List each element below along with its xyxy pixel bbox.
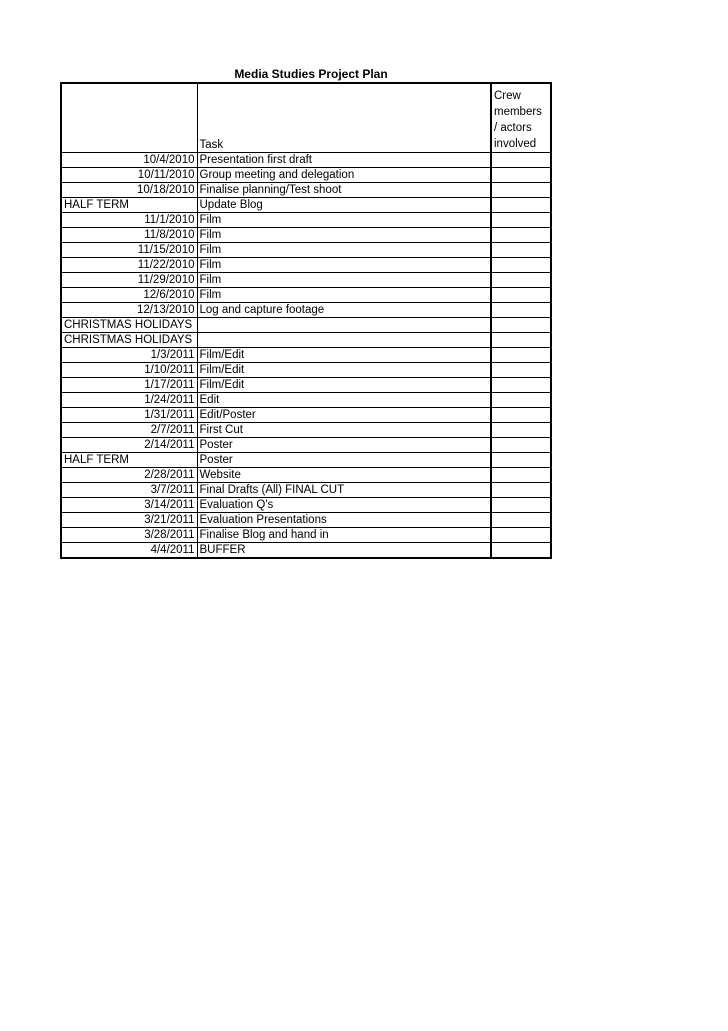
date-cell: 11/15/2010 <box>61 243 197 258</box>
date-cell: 11/22/2010 <box>61 258 197 273</box>
task-cell: Edit <box>197 393 491 408</box>
crew-cell <box>491 498 551 513</box>
date-cell: 11/29/2010 <box>61 273 197 288</box>
task-cell: Film <box>197 243 491 258</box>
date-cell: 1/17/2011 <box>61 378 197 393</box>
date-cell: 2/14/2011 <box>61 438 197 453</box>
table-row <box>61 243 551 258</box>
date-cell: 11/1/2010 <box>61 213 197 228</box>
task-cell: Website <box>197 468 491 483</box>
table-row <box>61 213 551 228</box>
header-date <box>61 83 197 153</box>
table-row <box>61 423 551 438</box>
crew-cell <box>491 333 551 348</box>
table-row <box>61 408 551 423</box>
table-row <box>61 258 551 273</box>
task-cell: Film <box>197 288 491 303</box>
header-row <box>61 83 551 153</box>
crew-cell <box>491 363 551 378</box>
task-cell: Final Drafts (All) FINAL CUT <box>197 483 491 498</box>
date-cell: HALF TERM <box>61 198 197 213</box>
crew-cell <box>491 303 551 318</box>
crew-cell <box>491 453 551 468</box>
date-cell: 12/6/2010 <box>61 288 197 303</box>
crew-cell <box>491 228 551 243</box>
date-cell: 1/10/2011 <box>61 363 197 378</box>
task-cell: Film/Edit <box>197 363 491 378</box>
header-task: Task <box>197 83 491 153</box>
task-cell: Poster <box>197 453 491 468</box>
crew-cell <box>491 393 551 408</box>
task-cell: Evaluation Q's <box>197 498 491 513</box>
task-cell: Film <box>197 258 491 273</box>
date-cell: CHRISTMAS HOLIDAYS <box>61 318 197 333</box>
table-row <box>61 468 551 483</box>
table-row <box>61 348 551 363</box>
crew-cell <box>491 318 551 333</box>
page-title: Media Studies Project Plan <box>234 67 388 81</box>
task-cell: BUFFER <box>199 544 246 556</box>
table-row <box>61 498 551 513</box>
task-cell: Evaluation Presentations <box>197 513 491 528</box>
crew-cell <box>491 438 551 453</box>
date-cell: 3/14/2011 <box>61 498 197 513</box>
table-row <box>61 198 551 213</box>
date-cell: 10/11/2010 <box>61 168 197 183</box>
crew-cell <box>491 288 551 303</box>
date-cell: 4/4/2011 <box>61 543 197 559</box>
table-row <box>61 228 551 243</box>
table-row <box>61 513 551 528</box>
task-cell: Film <box>197 213 491 228</box>
date-cell: CHRISTMAS HOLIDAYS <box>61 333 197 348</box>
date-cell: 3/7/2011 <box>61 483 197 498</box>
task-cell: Film/Edit <box>197 348 491 363</box>
table-body <box>61 83 551 558</box>
task-cell: Finalise planning/Test shoot <box>197 183 491 198</box>
table-row <box>61 543 551 559</box>
crew-cell <box>491 528 551 543</box>
table-row <box>61 393 551 408</box>
task-cell: Presentation first draft <box>197 153 491 168</box>
date-cell: 1/31/2011 <box>61 408 197 423</box>
project-plan-table <box>60 82 552 559</box>
date-cell: 3/28/2011 <box>61 528 197 543</box>
date-cell: 2/28/2011 <box>61 468 197 483</box>
date-cell: 11/8/2010 <box>61 228 197 243</box>
task-cell: First Cut <box>197 423 491 438</box>
task-cell: Film <box>197 228 491 243</box>
task-cell <box>197 333 491 348</box>
date-cell: 10/4/2010 <box>61 153 197 168</box>
crew-cell <box>491 213 551 228</box>
table-row <box>61 483 551 498</box>
table-row <box>61 153 551 168</box>
crew-cell <box>491 543 551 559</box>
crew-cell <box>491 258 551 273</box>
table-row <box>61 378 551 393</box>
crew-cell <box>491 423 551 438</box>
table-row <box>61 183 551 198</box>
crew-cell <box>491 183 551 198</box>
task-cell: Film/Edit <box>197 378 491 393</box>
crew-cell <box>491 378 551 393</box>
table-row <box>61 288 551 303</box>
date-cell: 10/18/2010 <box>61 183 197 198</box>
crew-cell <box>491 513 551 528</box>
table-row <box>61 273 551 288</box>
crew-cell <box>491 168 551 183</box>
table-row <box>61 453 551 468</box>
header-crew: Crew members / actors involved <box>491 83 551 153</box>
date-cell: 1/24/2011 <box>61 393 197 408</box>
task-cell: Finalise Blog and hand in <box>197 528 491 543</box>
table-row <box>61 438 551 453</box>
table-row <box>61 168 551 183</box>
table-row <box>61 318 551 333</box>
task-cell: Edit/Poster <box>197 408 491 423</box>
table-row <box>61 333 551 348</box>
task-cell: Film <box>197 273 491 288</box>
task-cell: Update Blog <box>197 198 491 213</box>
table-row <box>61 363 551 378</box>
table-row <box>61 528 551 543</box>
date-cell: HALF TERM <box>61 453 197 468</box>
date-cell: 1/3/2011 <box>61 348 197 363</box>
date-cell: 2/7/2011 <box>61 423 197 438</box>
crew-cell <box>491 153 551 168</box>
crew-cell <box>491 243 551 258</box>
crew-cell <box>491 468 551 483</box>
date-cell: 12/13/2010 <box>61 303 197 318</box>
crew-cell <box>491 408 551 423</box>
table-row <box>61 303 551 318</box>
crew-cell <box>491 483 551 498</box>
task-cell: Log and capture footage <box>197 303 491 318</box>
crew-cell <box>491 348 551 363</box>
task-cell <box>197 318 491 333</box>
crew-cell <box>491 198 551 213</box>
date-cell: 3/21/2011 <box>61 513 197 528</box>
task-cell: Poster <box>197 438 491 453</box>
crew-cell <box>491 273 551 288</box>
task-cell: Group meeting and delegation <box>197 168 491 183</box>
